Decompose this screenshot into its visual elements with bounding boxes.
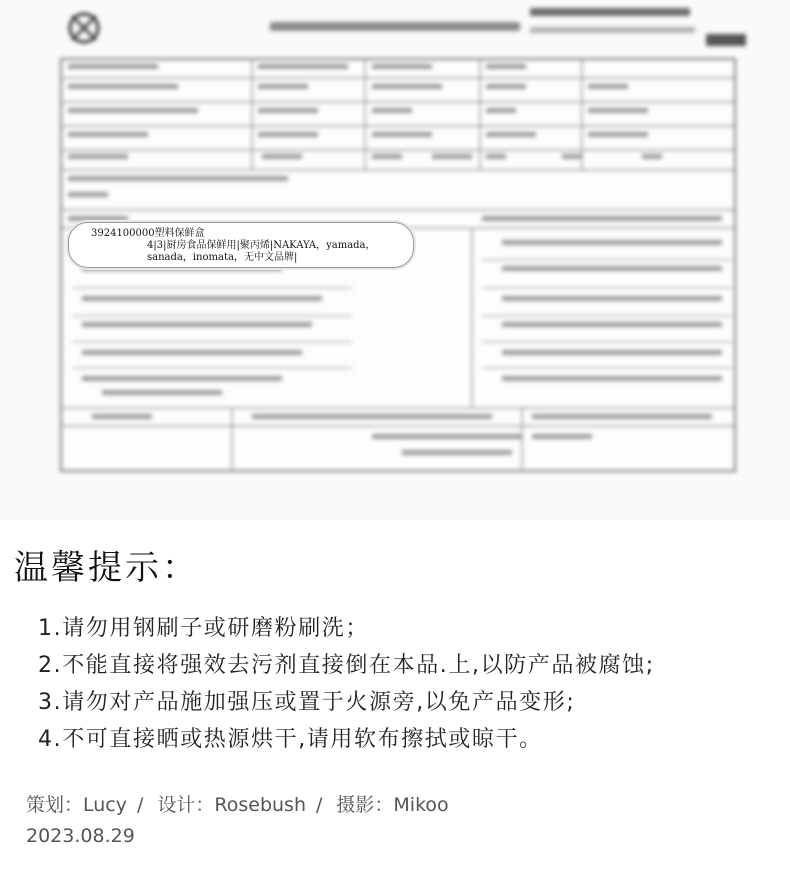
tip-item-3: 3.请勿对产品施加强压或置于火源旁,以免产品变形; [38, 690, 576, 715]
tip-item-2: 2.不能直接将强效去污剂直接倒在本品.上,以防产品被腐蚀; [38, 653, 655, 678]
tip-item-1: 1.请勿用钢刷子或研磨粉刷洗； [38, 616, 369, 641]
customs-emblem-icon [62, 8, 106, 48]
callout-line-3: sanada，inomata，无中文品牌| [147, 252, 298, 263]
credits-line [26, 791, 449, 819]
document-subnumber [530, 27, 695, 33]
credit-photo: 摄影：Mikoo [336, 794, 449, 816]
credit-design: 设计：Rosebush [157, 794, 306, 816]
callout-line-2: 4|3|厨房食品保鲜用|聚丙烯|NAKAYA，yamada， [147, 240, 376, 251]
document-stamp [706, 34, 746, 46]
document-number [530, 8, 690, 16]
highlighted-item-callout [68, 222, 414, 268]
callout-line-1: 3924100000塑料保鲜盒 [91, 228, 205, 239]
credit-planning: 策划：Lucy [26, 794, 127, 816]
credit-separator: / [136, 794, 144, 816]
tip-item-4: 4.不可直接晒或热源烘干,请用软布擦拭或晾干。 [38, 727, 543, 752]
credit-date: 2023.08.29 [26, 825, 135, 847]
credit-separator: / [316, 794, 323, 816]
tips-title: 温馨提示： [14, 548, 199, 588]
document-heading [270, 22, 520, 31]
tips-list [38, 610, 655, 758]
